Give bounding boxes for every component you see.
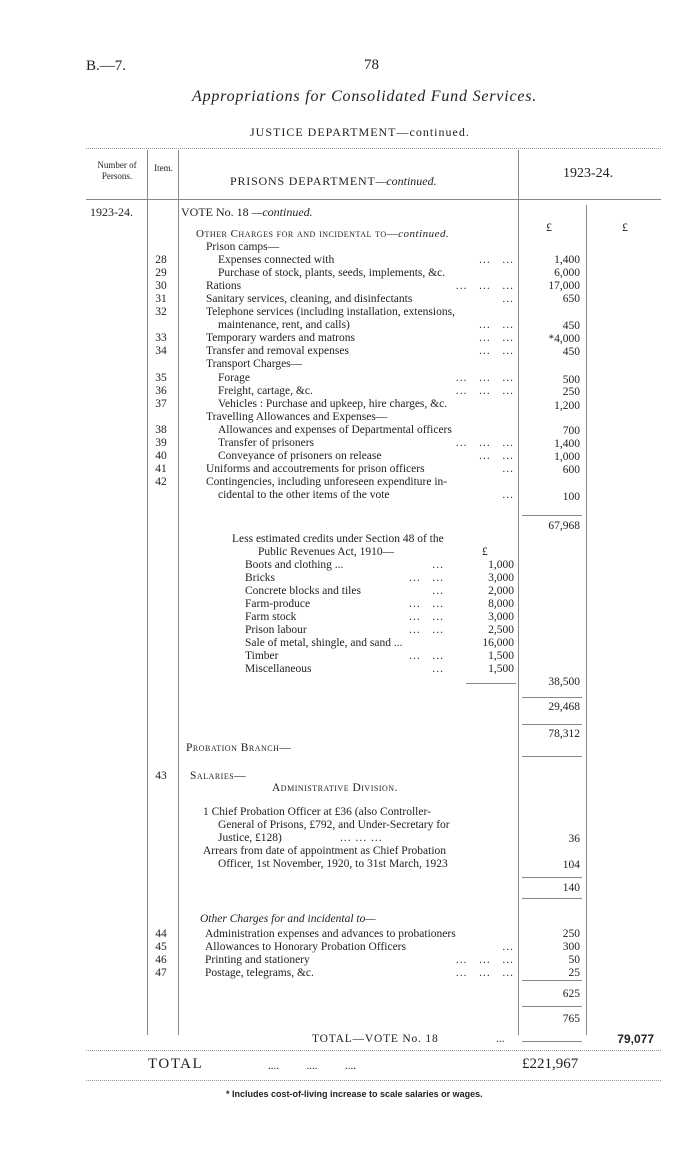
credit-row bbox=[0, 650, 700, 663]
item-amount: 500 bbox=[562, 374, 580, 386]
rule-probation-total bbox=[522, 1006, 582, 1007]
arrears-line-2: Officer, 1st November, 1920, to 31st March, 1923 bbox=[218, 858, 448, 870]
item-number: 29 bbox=[155, 267, 167, 279]
table-row bbox=[0, 345, 700, 358]
leader-dots: ... ... bbox=[479, 450, 514, 462]
item-amount: 1,000 bbox=[554, 451, 580, 463]
leader-dots: ... bbox=[432, 663, 444, 675]
leader-dots: ... bbox=[502, 941, 514, 953]
credit-row bbox=[0, 598, 700, 611]
item-amount: 600 bbox=[562, 464, 580, 476]
credits-total: 38,500 bbox=[548, 676, 580, 688]
item-number: 28 bbox=[155, 254, 167, 266]
rule-vote-total bbox=[522, 1041, 582, 1042]
leader-dots: ... ... bbox=[409, 650, 444, 662]
leader-dots: ... ... bbox=[479, 332, 514, 344]
item-description: Purchase of stock, plants, seeds, implements, &c. bbox=[218, 267, 446, 279]
item-description: Freight, cartage, &c. bbox=[218, 385, 313, 397]
leader-dots: ... ... ... bbox=[455, 372, 514, 384]
rule-grand-total bbox=[86, 1080, 661, 1081]
item-number: 31 bbox=[155, 293, 167, 305]
item-description: Sanitary services, cleaning, and disinfectants bbox=[206, 293, 413, 305]
item-number: 35 bbox=[155, 372, 167, 384]
table-row bbox=[0, 411, 700, 424]
credit-label: Miscellaneous bbox=[245, 663, 312, 675]
credit-label: Farm-produce bbox=[245, 598, 311, 610]
prison-camps-heading: Prison camps— bbox=[206, 241, 280, 253]
item-description: Allowances and expenses of Departmental officers bbox=[218, 424, 452, 436]
credit-amount: 1,500 bbox=[488, 650, 514, 662]
item-description: Temporary warders and matrons bbox=[206, 332, 355, 344]
table-row bbox=[0, 398, 700, 411]
item-amount: 250 bbox=[562, 386, 580, 398]
leader-dots: ... ... bbox=[479, 254, 514, 266]
credit-amount: 8,000 bbox=[488, 598, 514, 610]
item-description: Vehicles : Purchase and upkeep, hire charges, &c. bbox=[218, 398, 448, 410]
item-number: 47 bbox=[155, 967, 167, 979]
leader-dots: ... bbox=[432, 585, 444, 597]
item-amount: 25 bbox=[568, 967, 580, 979]
rule-salaries bbox=[522, 877, 582, 878]
credit-row bbox=[0, 559, 700, 572]
page-number: 78 bbox=[364, 57, 379, 73]
item-description: Uniforms and accoutrements for prison officers bbox=[206, 463, 425, 475]
credit-amount: 1,500 bbox=[488, 663, 514, 675]
leader-dots: ... ... ... bbox=[455, 280, 514, 292]
table-row bbox=[0, 463, 700, 476]
header-year: 1923-24. bbox=[563, 166, 614, 181]
table-row bbox=[0, 489, 700, 502]
table-row bbox=[0, 928, 700, 941]
table-row bbox=[0, 941, 700, 954]
item-amount: 1,400 bbox=[554, 254, 580, 266]
item-number: 37 bbox=[155, 398, 167, 410]
item-amount: 6,000 bbox=[554, 267, 580, 279]
item-number: 45 bbox=[155, 941, 167, 953]
department-heading: JUSTICE DEPARTMENT—continued. bbox=[250, 125, 470, 139]
item-number: 34 bbox=[155, 345, 167, 357]
rule-net-2 bbox=[522, 724, 582, 725]
arrears-line-1: Arrears from date of appointment as Chief Probation bbox=[203, 845, 447, 857]
leader-dots: ... bbox=[432, 559, 444, 571]
item-amount: 17,000 bbox=[548, 280, 580, 292]
item-description: Postage, telegrams, &c. bbox=[205, 967, 314, 979]
item-description: Printing and stationery bbox=[205, 954, 310, 966]
credit-amount: 2,000 bbox=[488, 585, 514, 597]
leader-dots: ... ... bbox=[409, 572, 444, 584]
item-number: 36 bbox=[155, 385, 167, 397]
item-description: Transfer of prisoners bbox=[218, 437, 315, 449]
credit-amount: 1,000 bbox=[488, 559, 514, 571]
item-amount: 100 bbox=[562, 491, 580, 503]
item-description: Allowances to Honorary Probation Officers bbox=[205, 941, 406, 953]
table-row bbox=[0, 424, 700, 437]
item-amount: 650 bbox=[562, 293, 580, 305]
table-row bbox=[0, 437, 700, 450]
table-row bbox=[0, 476, 700, 489]
table-row bbox=[0, 254, 700, 267]
table-row bbox=[0, 358, 700, 371]
item-number: 42 bbox=[155, 476, 167, 488]
net-1: 29,468 bbox=[548, 701, 580, 713]
credits-heading-1: Less estimated credits under Section 48 of the bbox=[232, 533, 444, 545]
leader-dots: ... ... ... bbox=[455, 385, 514, 397]
rule-other-total bbox=[522, 980, 582, 981]
credits-heading-2: Public Revenues Act, 1910— bbox=[258, 546, 395, 558]
credit-label: Prison labour bbox=[245, 624, 307, 636]
leader-dots: ... ... ... bbox=[455, 437, 514, 449]
table-row bbox=[0, 332, 700, 345]
table-row bbox=[0, 293, 700, 306]
table-row bbox=[0, 954, 700, 967]
subtotal-1: 67,968 bbox=[548, 520, 580, 532]
item-number: 40 bbox=[155, 450, 167, 462]
credit-amount: 16,000 bbox=[482, 637, 514, 649]
leader-dots: ... ... ... bbox=[455, 967, 514, 979]
item-amount: 450 bbox=[562, 320, 580, 332]
item-description: maintenance, rent, and calls) bbox=[218, 319, 350, 331]
rule-table-bottom bbox=[86, 1050, 661, 1051]
credit-row bbox=[0, 611, 700, 624]
credit-row bbox=[0, 663, 700, 676]
credit-row bbox=[0, 624, 700, 637]
item-description: Rations bbox=[206, 280, 242, 292]
other-charges-heading: Other Charges for and incidental to—continued. bbox=[196, 228, 450, 240]
item-amount: *4,000 bbox=[548, 333, 580, 345]
probation-item-number: 43 bbox=[155, 770, 167, 782]
item-description: Contingencies, including unforeseen expenditure in- bbox=[206, 476, 448, 488]
credit-label: Concrete blocks and tiles bbox=[245, 585, 361, 597]
item-amount: 50 bbox=[568, 954, 580, 966]
header-bottom-rule bbox=[86, 199, 661, 200]
item-amount: 300 bbox=[562, 941, 580, 953]
table-row bbox=[0, 385, 700, 398]
page-title: Appropriations for Consolidated Fund Services. bbox=[192, 88, 538, 105]
table-row bbox=[0, 280, 700, 293]
leader-dots: ... ... bbox=[479, 319, 514, 331]
other-total: 625 bbox=[562, 988, 580, 1000]
credit-label: Sale of metal, shingle, and sand ... bbox=[245, 637, 403, 649]
vote-total-dots: ... bbox=[496, 1033, 505, 1045]
leader-dots: ... bbox=[502, 489, 514, 501]
item-amount: 1,200 bbox=[554, 400, 580, 412]
credit-label: Farm stock bbox=[245, 611, 297, 623]
header-item: Item. bbox=[154, 163, 173, 173]
admin-division: Administrative Division. bbox=[272, 782, 398, 794]
arrears-amount: 104 bbox=[562, 859, 580, 871]
salaries-total: 140 bbox=[562, 882, 580, 894]
item-description: Forage bbox=[218, 372, 250, 384]
leader-dots: ... ... bbox=[479, 345, 514, 357]
item-description: Expenses connected with bbox=[218, 254, 335, 266]
salary-dots: ... ... ... bbox=[340, 832, 383, 844]
table-row bbox=[0, 450, 700, 463]
salary-line-2: General of Prisons, £792, and Under-Secretary for bbox=[218, 819, 450, 831]
item-number: 30 bbox=[155, 280, 167, 292]
item-description: Transport Charges— bbox=[206, 358, 303, 370]
table-row bbox=[0, 267, 700, 280]
salaries-heading: Salaries— bbox=[190, 770, 247, 782]
item-number: 33 bbox=[155, 332, 167, 344]
item-description: cidental to the other items of the vote bbox=[218, 489, 390, 501]
credit-row bbox=[0, 585, 700, 598]
grand-total-dots: .... .... .... bbox=[268, 1060, 356, 1072]
table-top-rule bbox=[86, 148, 661, 149]
item-amount: 450 bbox=[562, 346, 580, 358]
rule-salaries-bottom bbox=[522, 898, 582, 899]
salary-line-3: Justice, £128) bbox=[218, 832, 282, 844]
item-number: 46 bbox=[155, 954, 167, 966]
leader-dots: ... bbox=[502, 293, 514, 305]
vote-heading: VOTE No. 18 —continued. bbox=[181, 205, 313, 219]
credit-row bbox=[0, 572, 700, 585]
footnote: * Includes cost-of-living increase to scale salaries or wages. bbox=[226, 1089, 483, 1099]
rule-credits bbox=[466, 683, 516, 684]
item-description: Conveyance of prisoners on release bbox=[218, 450, 382, 462]
item-number: 44 bbox=[155, 928, 167, 940]
leader-dots: ... ... ... bbox=[455, 954, 514, 966]
table-row bbox=[0, 306, 700, 319]
credit-amount: 3,000 bbox=[488, 572, 514, 584]
rule-net-1 bbox=[522, 697, 582, 698]
currency-symbol-1: £ bbox=[546, 220, 552, 234]
item-number: 32 bbox=[155, 306, 167, 318]
table-row bbox=[0, 319, 700, 332]
credits-currency: £ bbox=[482, 546, 488, 558]
vote-total-label: TOTAL—VOTE No. 18 bbox=[312, 1033, 439, 1045]
leader-dots: ... bbox=[502, 463, 514, 475]
credit-row bbox=[0, 637, 700, 650]
item-number: 39 bbox=[155, 437, 167, 449]
leader-dots: ... ... bbox=[409, 611, 444, 623]
salary-line-1: 1 Chief Probation Officer at £36 (also Controller- bbox=[203, 806, 431, 818]
probation-heading: Probation Branch— bbox=[186, 742, 292, 754]
table-row bbox=[0, 372, 700, 385]
credit-label: Timber bbox=[245, 650, 279, 662]
credit-label: Boots and clothing ... bbox=[245, 559, 344, 571]
item-description: Travelling Allowances and Expenses— bbox=[206, 411, 388, 423]
rule-subtotal-1 bbox=[522, 515, 582, 516]
currency-symbol-2: £ bbox=[622, 220, 628, 234]
rule-probation bbox=[522, 756, 582, 757]
leader-dots: ... ... bbox=[409, 624, 444, 636]
grand-total-label: TOTAL bbox=[148, 1056, 204, 1072]
header-section: PRISONS DEPARTMENT—continued. bbox=[230, 174, 437, 188]
grand-total: £221,967 bbox=[522, 1056, 579, 1072]
item-description: Telephone services (including installation, extensions, bbox=[206, 306, 455, 318]
page-ref: B.—7. bbox=[86, 58, 127, 74]
other-charges-2: Other Charges for and incidental to— bbox=[200, 913, 376, 925]
item-amount: 250 bbox=[562, 928, 580, 940]
leader-dots: ... ... bbox=[409, 598, 444, 610]
credit-amount: 2,500 bbox=[488, 624, 514, 636]
net-2: 78,312 bbox=[548, 728, 580, 740]
credit-label: Bricks bbox=[245, 572, 276, 584]
item-description: Transfer and removal expenses bbox=[206, 345, 349, 357]
probation-total: 765 bbox=[562, 1013, 580, 1025]
salary-amount: 36 bbox=[568, 833, 580, 845]
item-number: 41 bbox=[155, 463, 167, 475]
item-number: 38 bbox=[155, 424, 167, 436]
header-number-of-persons: Number of Persons. bbox=[97, 160, 137, 181]
vote-total: 79,077 bbox=[617, 1032, 654, 1046]
item-description: Administration expenses and advances to probationers bbox=[205, 928, 456, 940]
credit-amount: 3,000 bbox=[488, 611, 514, 623]
item-amount: 1,400 bbox=[554, 438, 580, 450]
item-amount: 700 bbox=[562, 425, 580, 437]
table-row bbox=[0, 967, 700, 980]
year-label: 1923-24. bbox=[90, 205, 133, 219]
